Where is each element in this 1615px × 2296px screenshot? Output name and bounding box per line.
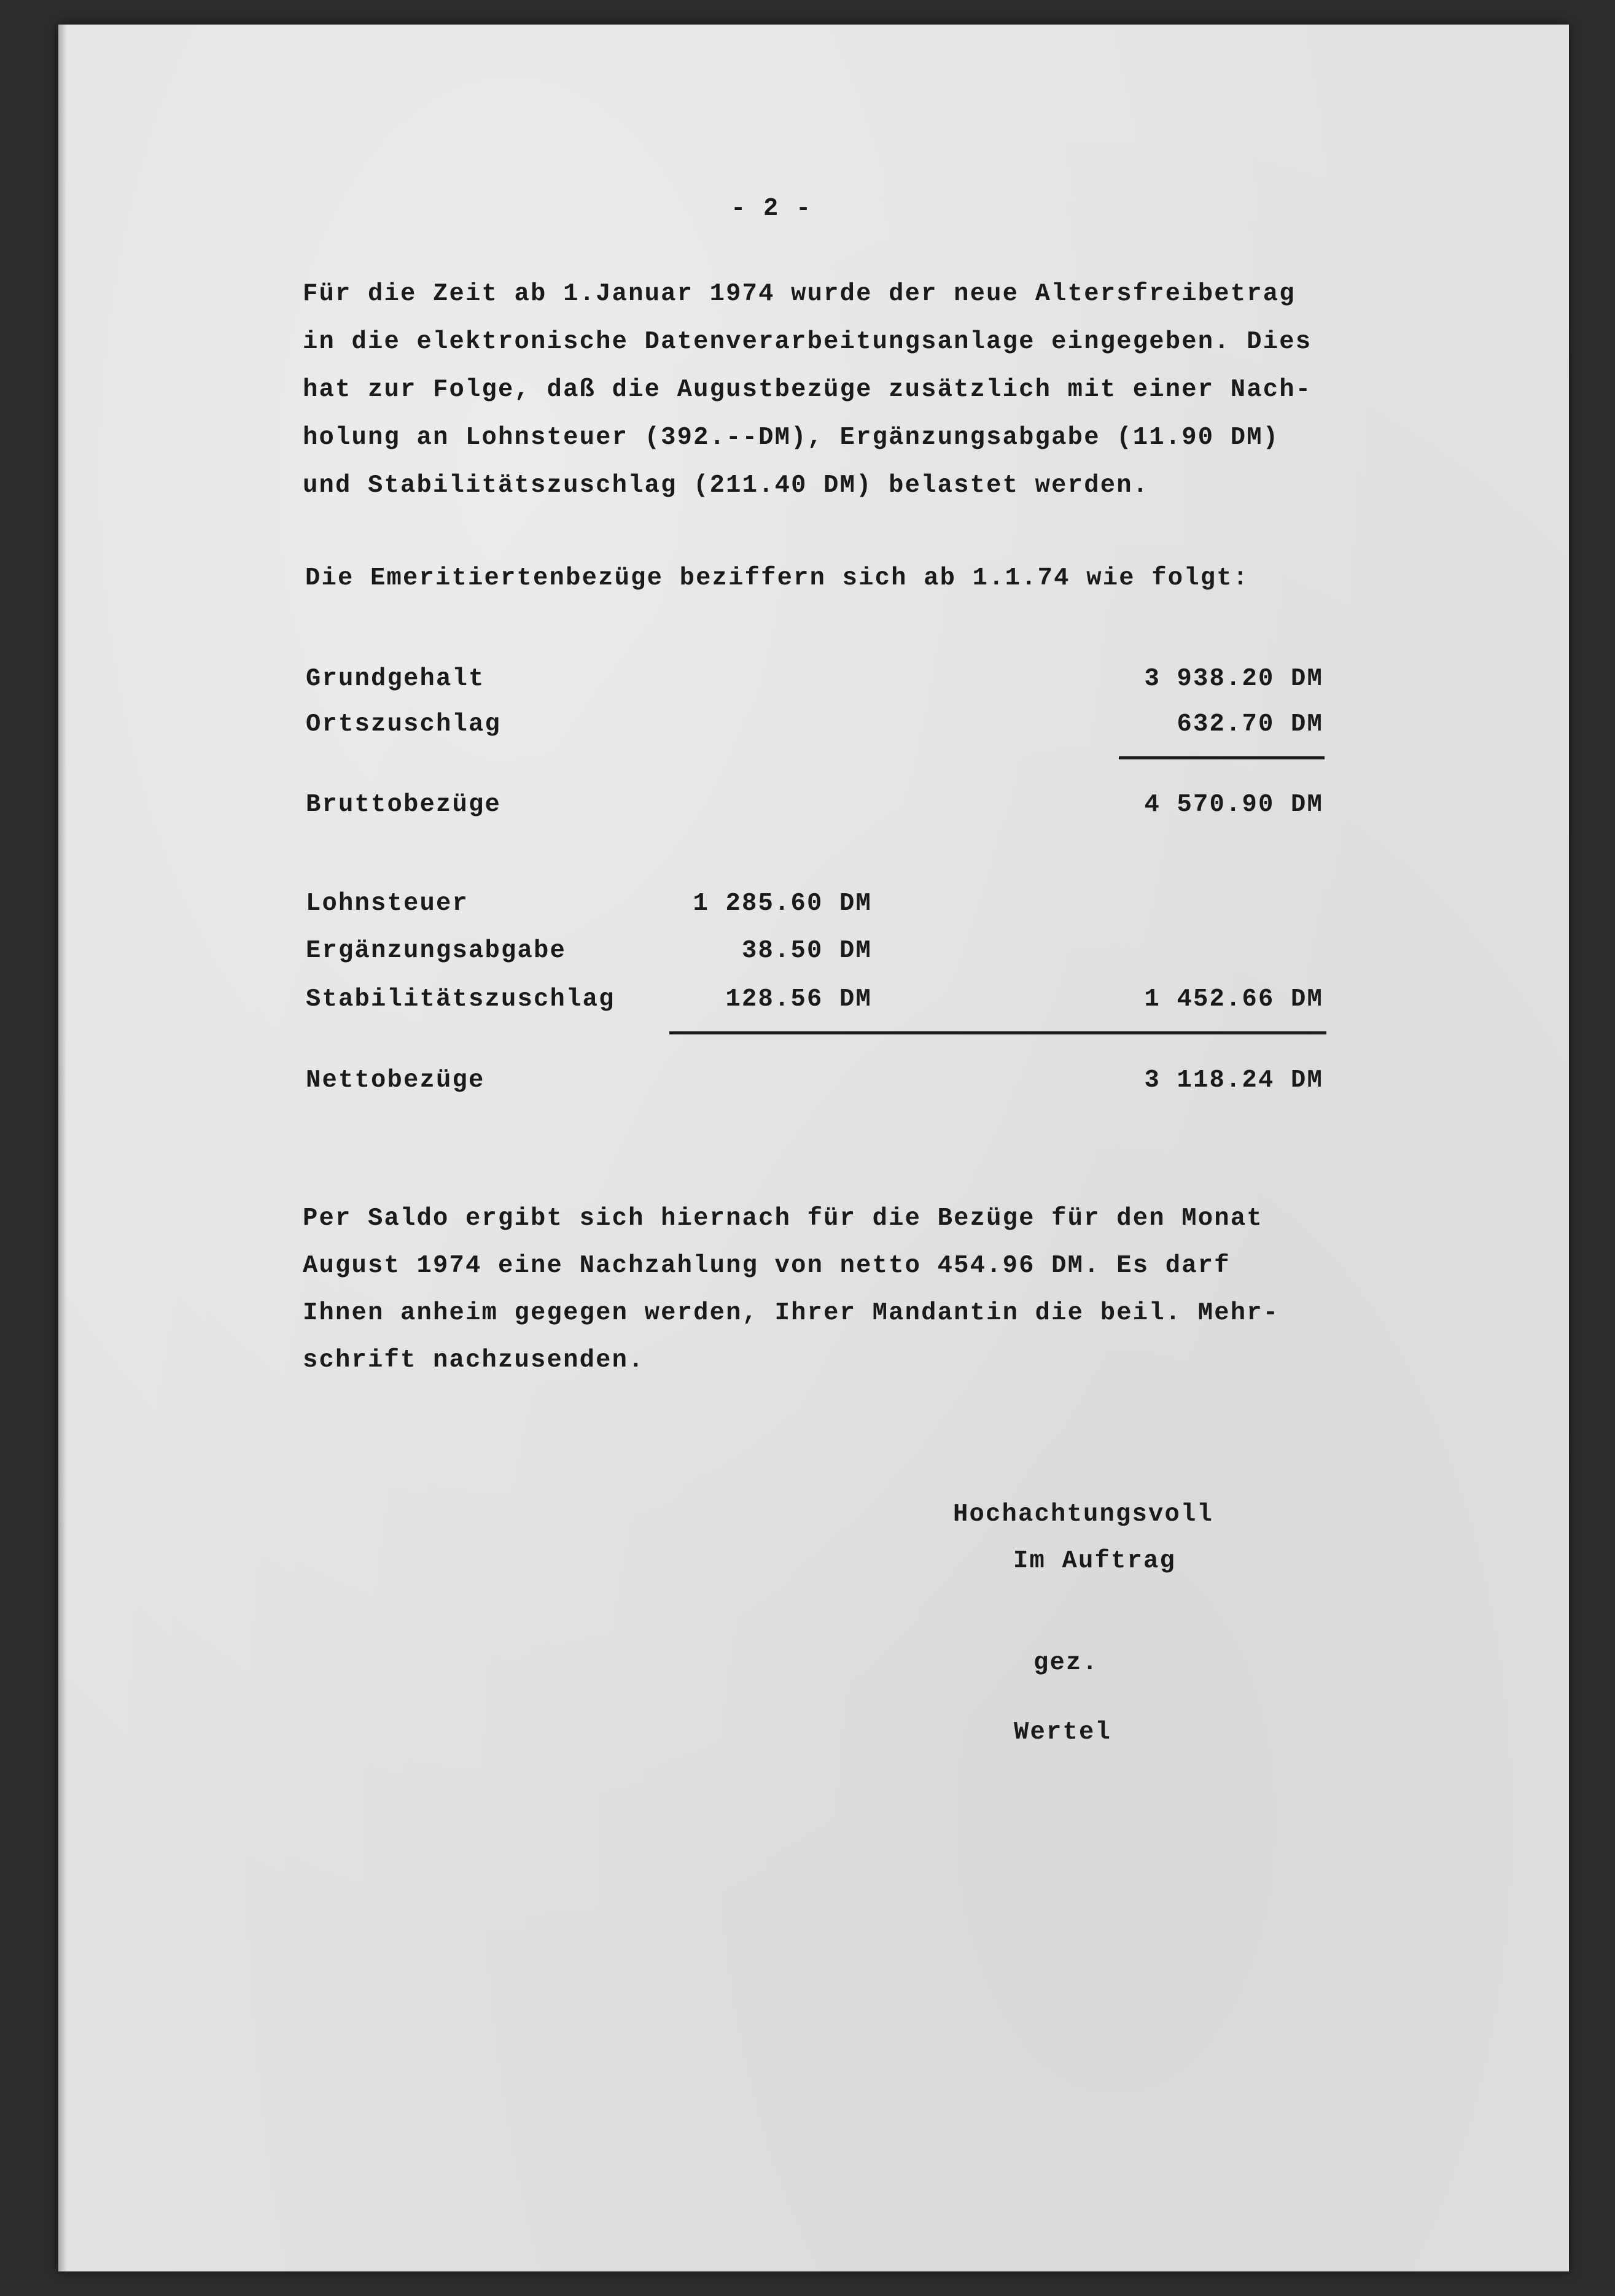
page-number: - 2 - [731,195,812,223]
amount-lohnsteuer: 1 285.60 DM [693,890,872,918]
closing-greeting: Hochachtungsvoll [953,1500,1214,1529]
amount-ergaenzungsabgabe: 38.50 DM [741,937,872,965]
amount-stabilitaetszuschlag: 128.56 DM [725,985,872,1014]
label-ortszuschlag: Ortszuschlag [306,710,502,739]
sum-rule-gross [1119,756,1325,759]
label-grundgehalt: Grundgehalt [306,665,485,693]
paragraph-line: Für die Zeit ab 1.Januar 1974 wurde der neue Altersfreibetrag [303,280,1296,308]
amount-netto: 3 118.24 DM [1144,1066,1323,1095]
paragraph-line: Ihnen anheim gegegen werden, Ihrer Mandantin die beil. Mehr- [303,1299,1280,1327]
paragraph-line: Per Saldo ergibt sich hiernach für die Bezüge für den Monat [303,1204,1263,1233]
amount-total-deductions: 1 452.66 DM [1144,985,1323,1014]
paragraph-saldo [303,1195,1469,1384]
page-edge-shadow [58,25,67,2271]
paragraph-line: August 1974 eine Nachzahlung von netto 454.96 DM. Es darf [303,1252,1231,1280]
paragraph-line: schrift nachzusenden. [303,1346,645,1375]
paragraph-altersfreibetrag [303,270,1469,510]
amount-grundgehalt: 3 938.20 DM [1144,665,1323,693]
amount-brutto: 4 570.90 DM [1144,791,1323,819]
paragraph-line: holung an Lohnsteuer (392.--DM), Ergänzungsabgabe (11.90 DM) [303,424,1280,452]
amount-ortszuschlag: 632.70 DM [1177,710,1323,739]
label-ergaenzungsabgabe: Ergänzungsabgabe [306,937,567,965]
label-lohnsteuer: Lohnsteuer [306,890,469,918]
label-stabilitaetszuschlag: Stabilitätszuschlag [306,985,615,1014]
sum-rule-deductions [669,1031,1326,1034]
closing-signed: gez. [1033,1649,1099,1677]
label-brutto: Bruttobezüge [306,791,502,819]
paragraph-line: hat zur Folge, daß die Augustbezüge zusätzlich mit einer Nach- [303,376,1312,404]
closing-authority: Im Auftrag [1013,1547,1177,1575]
paragraph-line: und Stabilitätszuschlag (211.40 DM) belastet werden. [303,471,1150,500]
paragraph-line: in die elektronische Datenverarbeitungsanlage eingegeben. Dies [303,328,1312,356]
intro-line: Die Emeritiertenbezüge beziffern sich ab 1.1.74 wie folgt: [305,564,1250,592]
closing-signer-name: Wertel [1014,1718,1112,1747]
label-netto: Nettobezüge [306,1066,485,1095]
